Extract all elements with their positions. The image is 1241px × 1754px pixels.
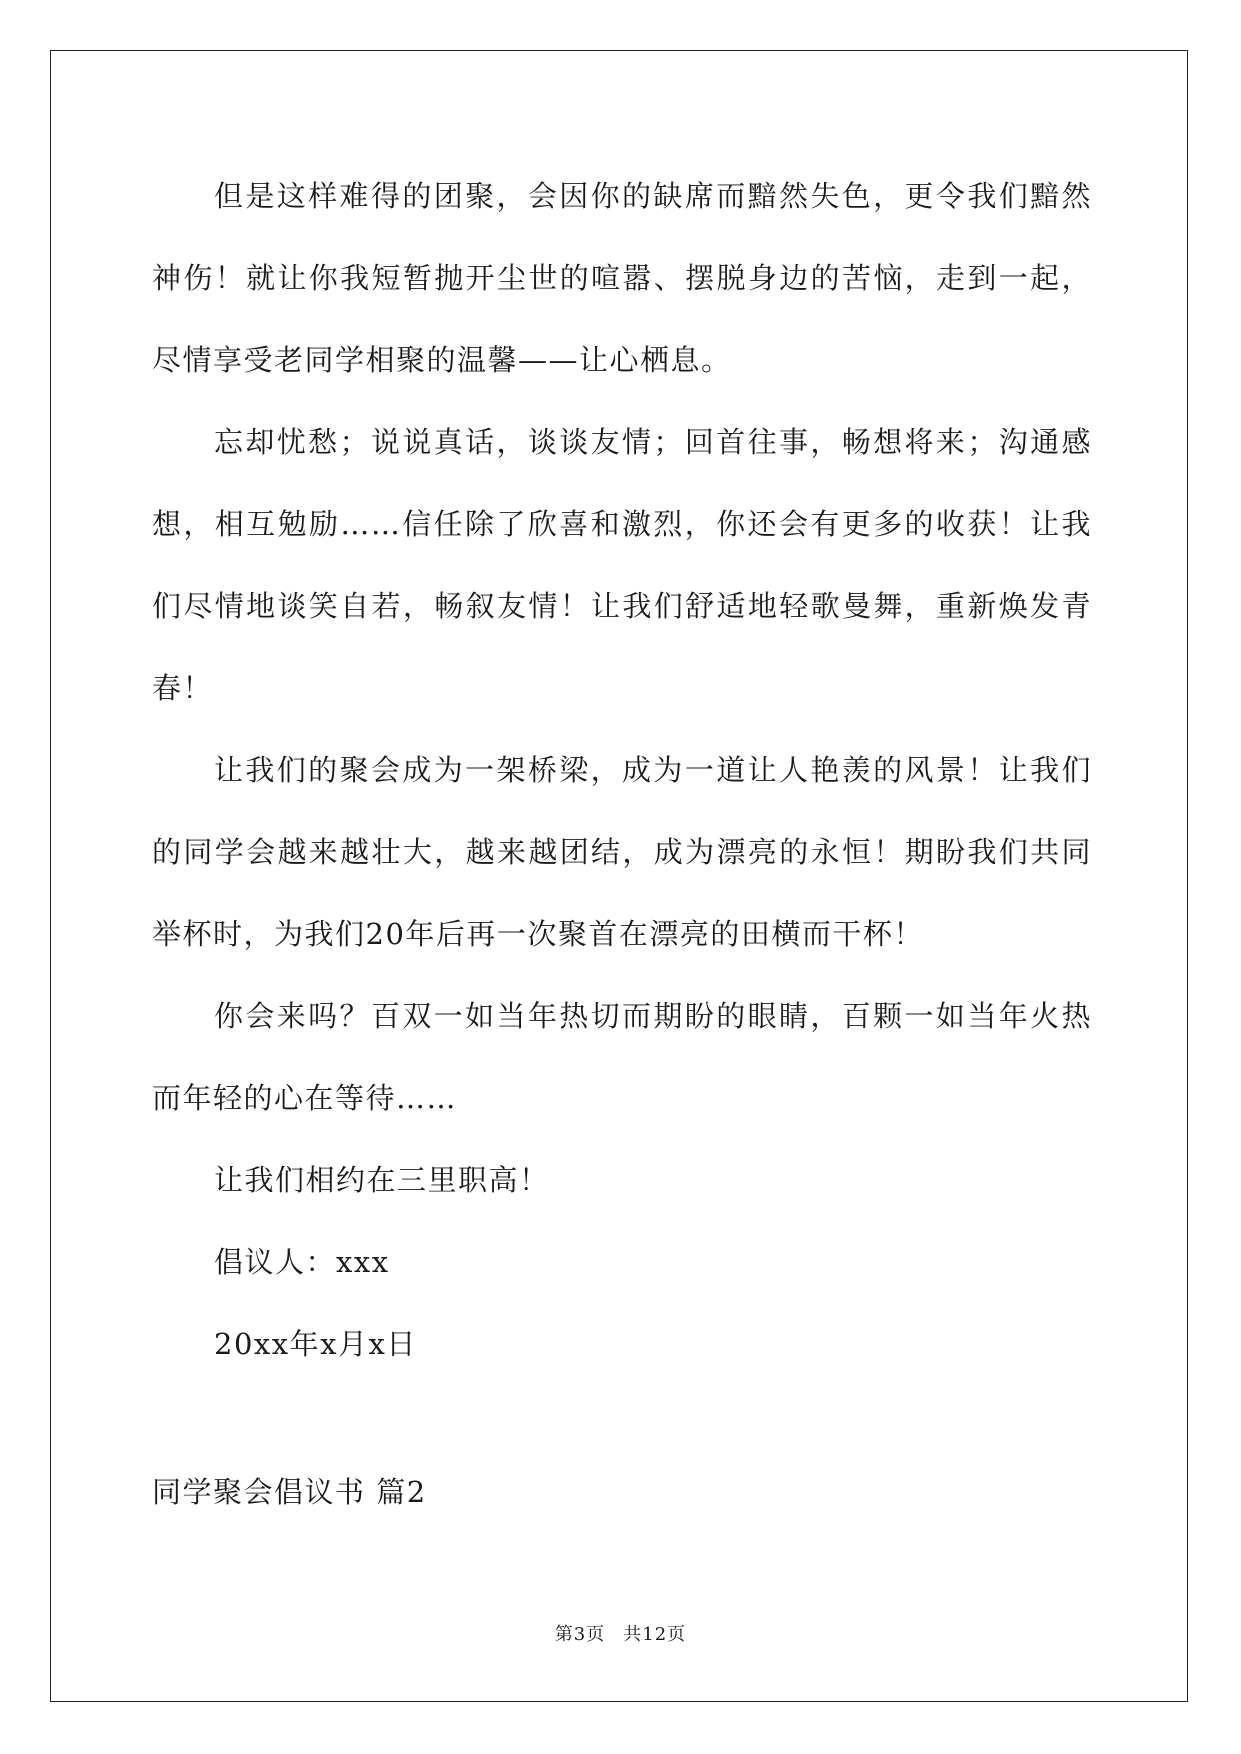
document-body — [152, 155, 1092, 1385]
paragraph-1: 但是这样难得的团聚，会因你的缺席而黯然失色，更令我们黯然神伤！就让你我短暂抛开尘世的喧嚣、摆脱身边的苦恼，走到一起，尽情享受老同学相聚的温馨——让心栖息。 — [152, 179, 1092, 377]
invitation-line: 让我们相约在三里职高！ — [214, 1163, 550, 1197]
paragraph-3: 让我们的聚会成为一架桥梁，成为一道让人艳羡的风景！让我们的同学会越来越壮大，越来越团结，成为漂亮的永恒！期盼我们共同举杯时，为我们20年后再一次聚首在漂亮的田横而干杯！ — [152, 753, 1092, 951]
paragraph-4: 你会来吗？百双一如当年热切而期盼的眼睛，百颗一如当年火热而年轻的心在等待…… — [152, 999, 1092, 1115]
page-footer — [0, 1620, 1241, 1646]
date-line: 20xx年x月x日 — [214, 1327, 417, 1361]
section-title: 同学聚会倡议书 篇2 — [152, 1475, 427, 1509]
page-total: 共12页 — [623, 1624, 687, 1645]
page-number: 第3页 — [554, 1624, 606, 1645]
paragraph-2: 忘却忧愁；说说真话，谈谈友情；回首往事，畅想将来；沟通感想，相互勉励……信任除了欣喜和激烈，你还会有更多的收获！让我们尽情地谈笑自若，畅叙友情！让我们舒适地轻歌曼舞，重新焕发青春！ — [152, 425, 1092, 705]
proposer-line: 倡议人：xxx — [214, 1245, 390, 1279]
